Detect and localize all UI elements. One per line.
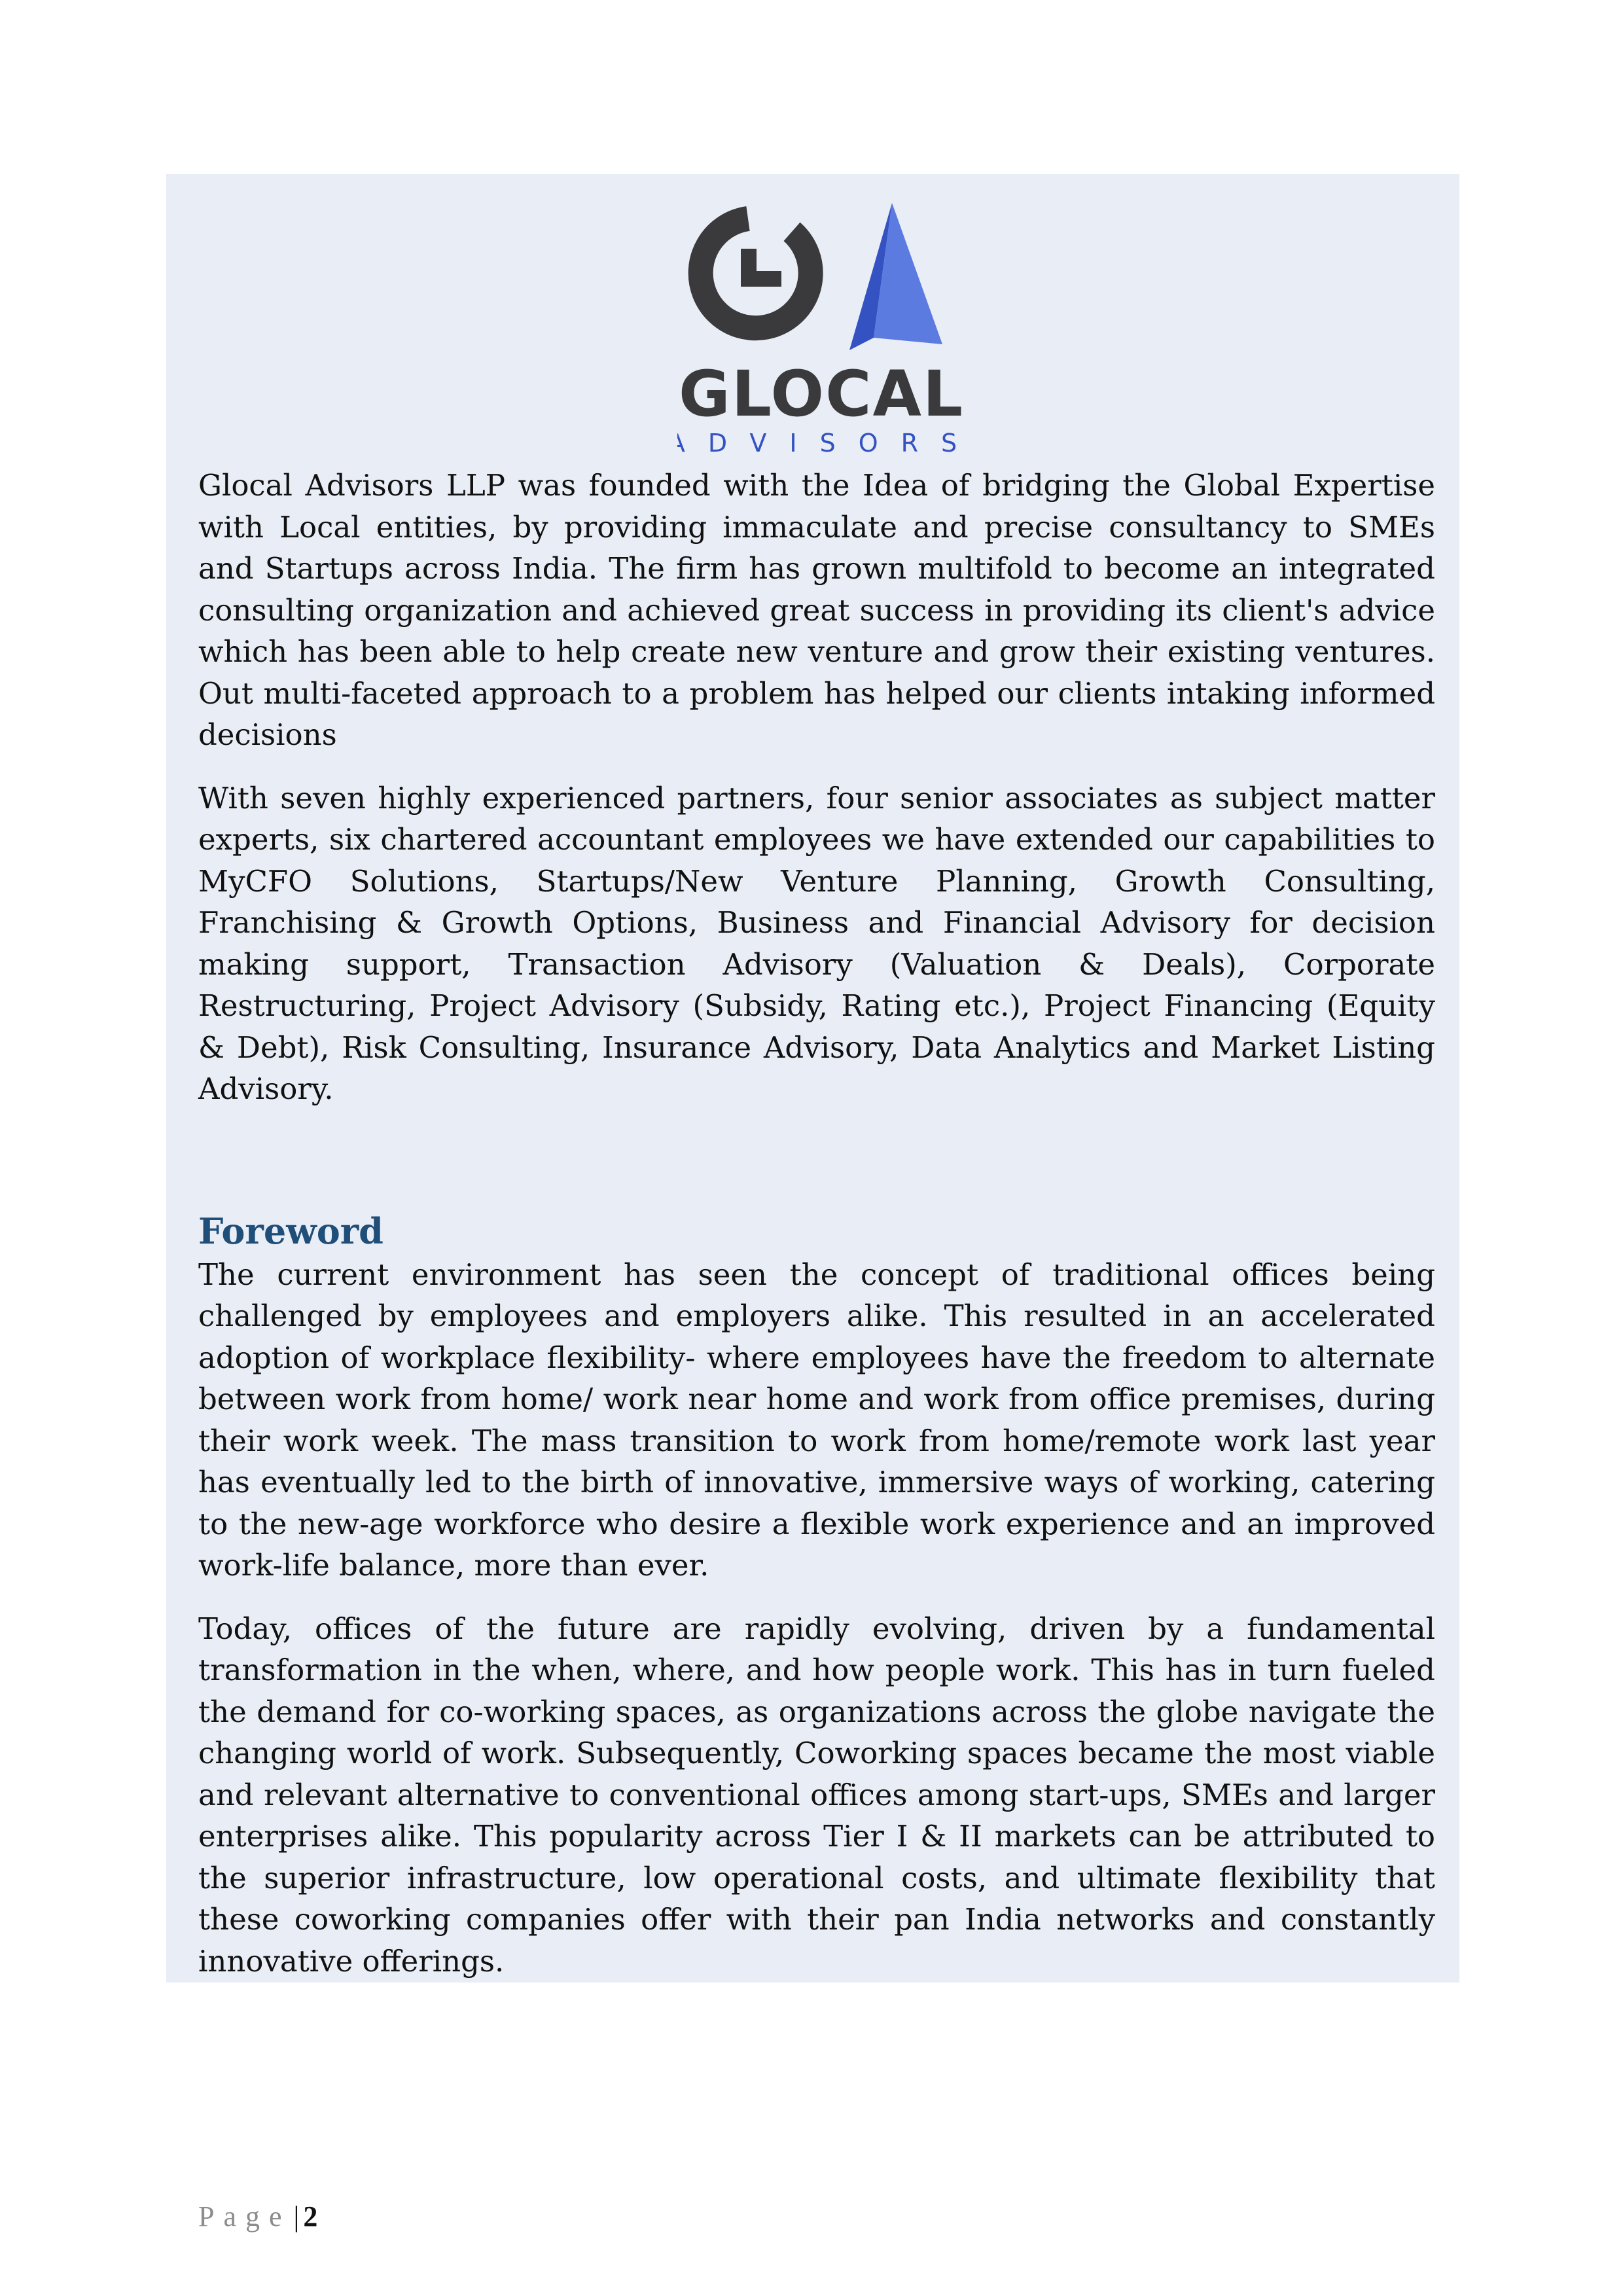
logo-tagline: ADVISORS (677, 429, 965, 455)
logo-wordmark: GLOCAL (678, 357, 965, 431)
document-body (198, 465, 1435, 1982)
foreword-paragraph-1: The current environment has seen the concept of traditional offices being challenged by employees and employers alike. This resulted in an accelerated adoption of workplace flexibility- where employees have the freedom to alternate between work from home/ work near home and work from office premises, during their work week. The mass transition to work from home/remote work last year has eventually led to the birth of innovative, immersive ways of working, catering to the new-age workforce who desire a flexible work experience and an improved work-life balance, more than ever. (198, 1257, 1435, 1583)
foreword-paragraph-2: Today, offices of the future are rapidly evolving, driven by a fundamental transformation in the when, where, and how people work. This has in turn fueled the demand for co-working spaces, as organizations across the globe navigate the changing world of work. Subsequently, Coworking spaces became the most viable and relevant alternative to conventional offices among start-ups, SMEs and larger enterprises alike. This popularity across Tier I & II markets can be attributed to the superior infrastructure, low operational costs, and ultimate flexibility that these coworking companies offer with their pan India networks and constantly innovative offerings. (198, 1611, 1435, 1979)
logo-g-icon (701, 219, 811, 328)
page-number: 2 (303, 2200, 318, 2233)
foreword-heading: Foreword (198, 1210, 383, 1252)
about-paragraph-1: Glocal Advisors LLP was founded with the Idea of bridging the Global Expertise with Local entities, by providing immaculate and precise consultancy to SMEs and Startups across India. The firm has grown multifold to become an integrated consulting organization and achieved great success in providing its client's advice which has been able to help create new venture and grow their existing ventures. Out multi-faceted approach to a problem has helped our clients intaking informed decisions (198, 468, 1435, 752)
logo-arrow-icon (849, 203, 942, 350)
footer-separator: | (293, 2200, 300, 2233)
about-paragraph-2: With seven highly experienced partners, four senior associates as subject matter experts, six chartered accountant employees we have extended our capabilities to MyCFO Solutions, Startups/New Venture Planning, Growth Consulting, Franchising & Growth Options, Business and Financial Advisory for decision making support, Transaction Advisory (Valuation & Deals), Corporate Restructuring, Project Advisory (Subsidy, Rating etc.), Project Financing (Equity & Debt), Risk Consulting, Insurance Advisory, Data Analytics and Market Listing Advisory. (198, 780, 1435, 1106)
page-label: Page (198, 2200, 291, 2233)
page-footer (198, 2197, 317, 2236)
glocal-advisors-logo (677, 203, 965, 455)
